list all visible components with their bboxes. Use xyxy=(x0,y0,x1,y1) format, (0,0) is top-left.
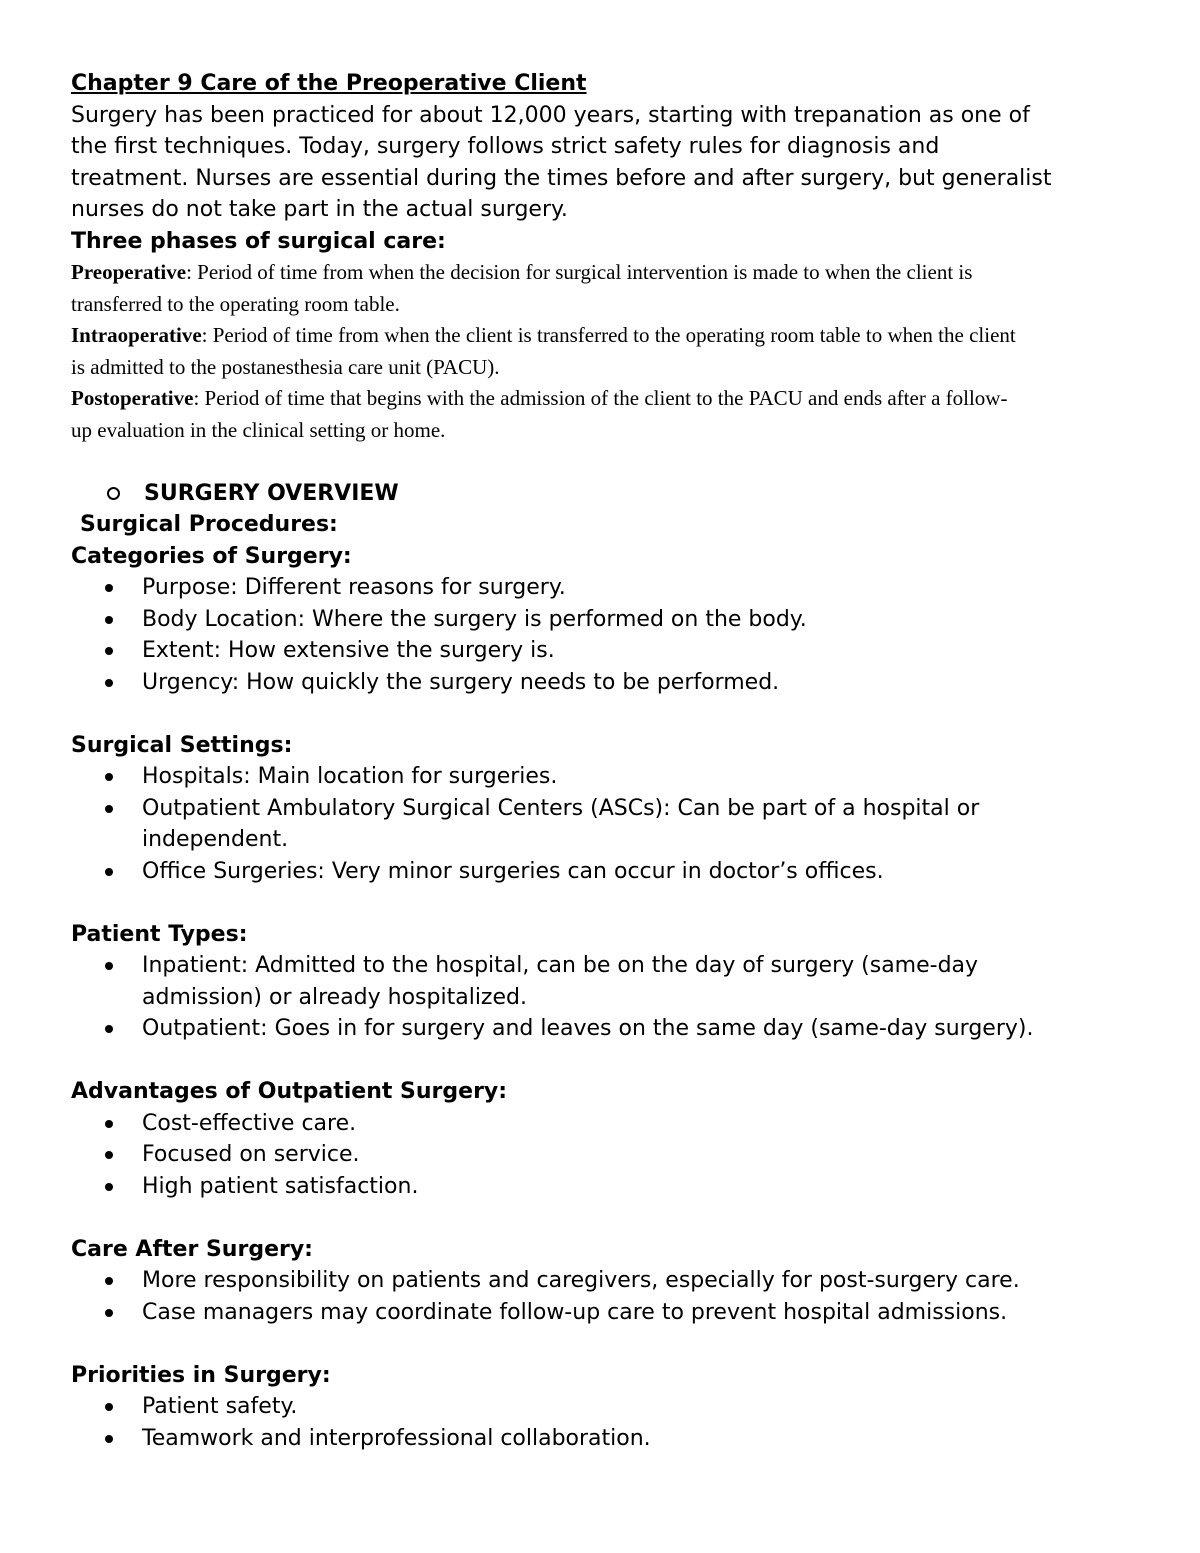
intro-line: Surgery has been practiced for about 12,000 years, starting with trepanation as one of xyxy=(71,102,1030,128)
list-item: Body Location: Where the surgery is performed on the body. xyxy=(71,604,1140,636)
bullet-icon xyxy=(105,868,113,876)
intro-line: treatment. Nurses are essential during the times before and after surgery, but generalist xyxy=(71,165,1052,191)
bullet-icon xyxy=(105,1403,113,1411)
phase-text: transferred to the operating room table. xyxy=(71,291,400,316)
settings-heading: Surgical Settings: xyxy=(71,732,293,758)
list-item: Focused on service. xyxy=(71,1139,1140,1171)
list-item: Outpatient Ambulatory Surgical Centers (ASCs): Can be part of a hospital or independent. xyxy=(71,793,1140,856)
bullet-icon xyxy=(105,616,113,624)
procedures-heading: Surgical Procedures: xyxy=(80,512,338,537)
bullet-icon xyxy=(105,1435,113,1443)
list-item: Patient safety. xyxy=(71,1391,1140,1423)
phases-heading: Three phases of surgical care: xyxy=(71,228,446,254)
care-after-heading: Care After Surgery: xyxy=(71,1236,313,1262)
page-title: Chapter 9 Care of the Preoperative Client xyxy=(71,71,587,96)
phase-text: : Period of time that begins with the admission of the client to the PACU and ends after a follow- xyxy=(193,386,1008,410)
phase-intraoperative xyxy=(71,320,1140,352)
spacer xyxy=(71,1328,1140,1360)
overview-heading-row xyxy=(71,478,1140,510)
bullet-icon xyxy=(105,773,113,781)
priorities-list xyxy=(71,1391,1140,1454)
bullet-icon xyxy=(105,1120,113,1128)
phase-text: : Period of time from when the decision for surgical intervention is made to when the client is xyxy=(186,260,973,284)
intro-line: nurses do not take part in the actual surgery. xyxy=(71,197,568,222)
bullet-icon xyxy=(105,679,113,687)
categories-heading: Categories of Surgery: xyxy=(71,543,352,569)
list-item: Inpatient: Admitted to the hospital, can be on the day of surgery (same-day admission) or already hospitalized. xyxy=(71,950,1140,1013)
bullet-icon xyxy=(105,647,113,655)
phase-text: up evaluation in the clinical setting or home. xyxy=(71,417,446,442)
bullet-icon xyxy=(105,1183,113,1191)
overview-heading: SURGERY OVERVIEW xyxy=(144,480,399,506)
phase-text: : Period of time from when the client is transferred to the operating room table to when the client xyxy=(201,323,1016,347)
list-item: Cost-effective care. xyxy=(71,1108,1140,1140)
phase-preoperative xyxy=(71,257,1140,289)
care-after-list xyxy=(71,1265,1140,1328)
spacer xyxy=(71,446,1140,478)
bullet-icon xyxy=(105,805,113,813)
hollow-circle-bullet-icon xyxy=(107,487,120,500)
spacer xyxy=(71,887,1140,919)
list-item: High patient satisfaction. xyxy=(71,1171,1140,1203)
advantages-heading: Advantages of Outpatient Surgery: xyxy=(71,1079,508,1104)
phase-term: Preoperative xyxy=(71,260,187,284)
phase-term: Intraoperative xyxy=(71,323,202,347)
list-item: Hospitals: Main location for surgeries. xyxy=(71,761,1140,793)
patient-types-list xyxy=(71,950,1140,1045)
patient-types-heading: Patient Types: xyxy=(71,921,248,947)
phase-text: is admitted to the postanesthesia care unit (PACU). xyxy=(71,354,500,379)
phase-term: Postoperative xyxy=(71,386,194,410)
list-item: Extent: How extensive the surgery is. xyxy=(71,635,1140,667)
settings-list xyxy=(71,761,1140,887)
list-item: Teamwork and interprofessional collaboration. xyxy=(71,1423,1140,1455)
spacer xyxy=(71,698,1140,730)
bullet-icon xyxy=(105,962,113,970)
advantages-list xyxy=(71,1108,1140,1203)
bullet-icon xyxy=(105,1025,113,1033)
spacer xyxy=(71,1045,1140,1077)
intro-line: the first techniques. Today, surgery follows strict safety rules for diagnosis and xyxy=(71,134,940,159)
bullet-icon xyxy=(105,1309,113,1317)
list-item: More responsibility on patients and caregivers, especially for post-surgery care. xyxy=(71,1265,1140,1297)
bullet-icon xyxy=(105,584,113,592)
list-item: Urgency: How quickly the surgery needs to be performed. xyxy=(71,667,1140,699)
phase-postoperative xyxy=(71,383,1140,415)
spacer xyxy=(71,1202,1140,1234)
bullet-icon xyxy=(105,1151,113,1159)
priorities-heading: Priorities in Surgery: xyxy=(71,1362,331,1388)
list-item: Office Surgeries: Very minor surgeries can occur in doctor’s offices. xyxy=(71,856,1140,888)
categories-list xyxy=(71,572,1140,698)
list-item: Purpose: Different reasons for surgery. xyxy=(71,572,1140,604)
list-item: Outpatient: Goes in for surgery and leaves on the same day (same-day surgery). xyxy=(71,1013,1140,1045)
bullet-icon xyxy=(105,1277,113,1285)
list-item: Case managers may coordinate follow-up care to prevent hospital admissions. xyxy=(71,1297,1140,1329)
